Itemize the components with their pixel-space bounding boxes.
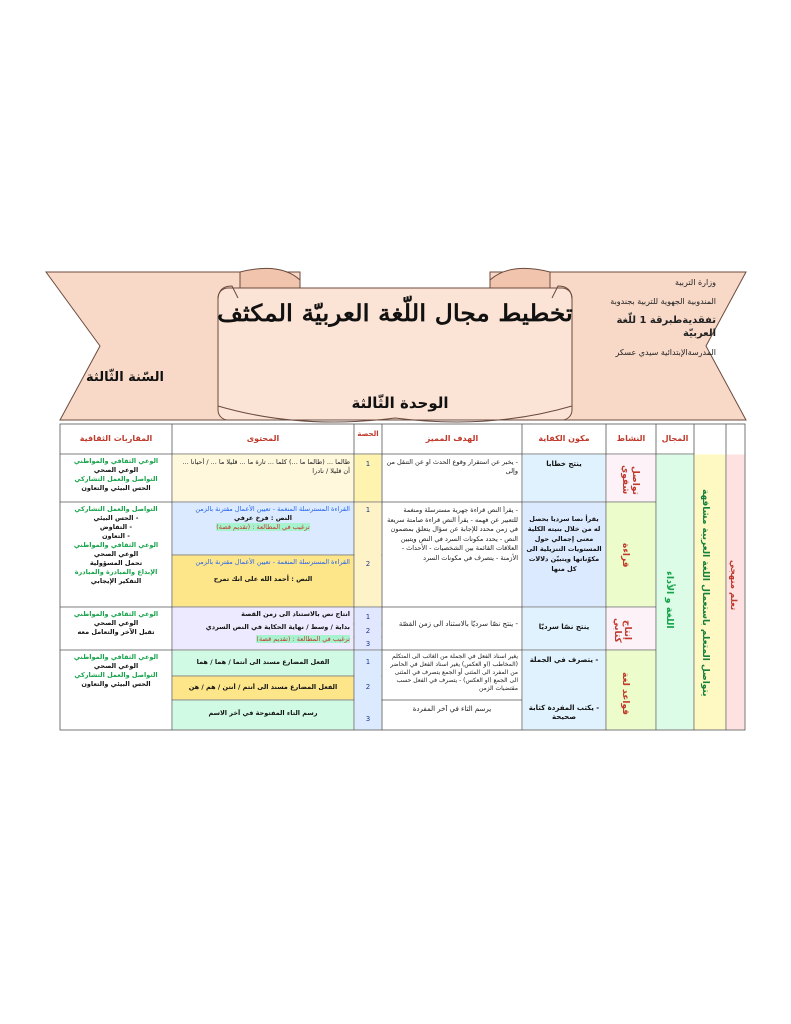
competence-side-label: يتواصل المتعلم باستعمال اللغة العربية مشافهة — [700, 488, 710, 697]
values-grammar: الوعي الثقافي والمواطني الوعي الصحي التواصل والعمل التشاركي الحس البيئي والتعاون — [73, 653, 159, 688]
header-domain: المجال — [661, 434, 689, 443]
unit-title: الوحدة الثّالثة — [351, 394, 449, 412]
content-grammar-2: الفعل المضارع مسند الى أنتم / أنتن / هم / هن — [188, 683, 338, 691]
header-values: المقاربات الثقافية — [79, 434, 153, 443]
header-objectives: الهدف المميز — [425, 434, 479, 443]
competence-oral: ينتج خطابا — [546, 460, 582, 468]
values-oral: الوعي الثقافي والمواطني الوعي الصحي التواصل والعمل التشاركي الحس البيئي والتعاون — [73, 457, 159, 492]
values-writing: الوعي الثقافي والمواطني الوعي الصحي تقبل الآخر والتعامل معه — [73, 610, 159, 636]
session-number: 3 — [365, 640, 371, 648]
objective-writing: - ينتج نصّا سرديّا بالاستناد الى زمن القصّة — [398, 620, 518, 628]
activity-grammar: قواعد لغة — [620, 672, 630, 716]
content-oral: طالما ... (طالما ما ...) كلما ... تارة ما ... قليلا ما ... / أحيانا ... أن قليلا / نادرا — [182, 458, 350, 475]
header-content: المحتوى — [246, 434, 280, 443]
header-activity: النشاط — [616, 434, 646, 443]
directorate-label: المندوبية الجهوية للتربية بجندوبة — [610, 297, 716, 306]
activity-writing: إنتاج كتابي — [612, 617, 632, 643]
competence-writing: ينتج نصّا سرديّا — [538, 623, 590, 631]
session-number: 1 — [365, 506, 371, 514]
content-reading-1: القراءة المسترسلة المنغمة - تعيين الأعمال مقترنة بالزمن النص : فرخ عرفي ترغيب في المطالعة : (تقديم قصة) — [195, 505, 350, 531]
objective-reading: - يقرأ النص قراءة جهرية مسترسلة ومنغمة للتعبير عن فهمه - يقرأ النص قراءة صامتة سريعة في زمن محدد للإجابة عن سؤال يتعلق بمضمون النص - يحدد مكونات السرد في النص ويتبين العلاقات القائمة بين الشخصيات - الأحداث - الأزمنة - يتصرف في مكونات السرد — [387, 506, 518, 562]
session-number: 2 — [365, 560, 371, 568]
inspector-label: تفقديةطبرقة 1 للّغة العربيّة — [616, 315, 716, 339]
objective-oral: - يخبر عن استقرار وقوع الحدث او عن التنقل من وإلى — [386, 458, 518, 475]
content-reading-2: القراءة المسترسلة المنغمة - تعيين الأعمال مقترنة بالزمن النص : أحمد الله على انك تمرح — [195, 558, 350, 583]
session-number: 1 — [365, 460, 371, 468]
ministry-label: وزارة التربية — [675, 278, 716, 287]
objective-grammar: يغير اسناد الفعل في الجملة من الغائب الى المتكلم (المخاطب (او العكس) يغير اسناد الفعل في الحاضر من المفرد الى المثنى أو الجمع يتصرف في المثنى الى الجمع (او العكس) - يتصرف في الفعل حسب مقتضيات الزمن — [390, 653, 518, 692]
final-side-label: تعلم منهجي — [728, 559, 738, 611]
competence-grammar: - يتصرف في الجملة — [529, 656, 599, 664]
session-number: 1 — [365, 658, 371, 666]
header-competence: مكون الكفاية — [538, 434, 590, 443]
objective-spelling: يرسم التاء في آخر المفردة — [412, 705, 492, 713]
session-number: 3 — [365, 715, 371, 723]
content-writing: انتاج نص بالاستناد الى زمن القصة بداية / وسط / نهاية الحكاية في النص السردي ترغيب في المطالعة : (تقديم قصة) — [205, 610, 350, 643]
domain-label: اللغة و الأداء — [664, 571, 675, 629]
content-spelling: رسم التاء المفتوحة في آخر الاسم — [208, 709, 318, 717]
session-number: 1 — [365, 613, 371, 621]
competence-reading: يقرأ نصا سرديا بحصل له من خلال بنيته الكلية معنى إجمالي حول المستويات التنزيلية الى مكوّناتها ويتبيّن دلالات كل منها — [526, 515, 602, 573]
session-number: 2 — [365, 683, 371, 691]
year-title: السّنة الثّالثة — [86, 370, 164, 385]
activity-bg — [606, 502, 655, 606]
activity-bg — [606, 650, 655, 729]
values-reading: التواصل والعمل التشاركي - الحس البيئي - التفاوض - التعاون الوعي الثقافي والمواطني الوعي الصحي تحمل المسؤولية الإبداع والمبادرة والمبادرة التفكير الإيجابي — [73, 505, 159, 585]
content-grammar-1: الفعل المضارع مسند الى أنتما / هما / هما — [196, 658, 330, 666]
main-title: تخطيط مجال اللّغة العربيّة المكثف — [217, 300, 573, 327]
session-number: 2 — [365, 627, 371, 635]
competence-spelling: - يكتب المفردة كتابة صحيحة — [528, 704, 600, 721]
session-bg — [354, 502, 381, 606]
header-sessions: الحصة — [357, 430, 379, 438]
activity-oral: تواصل شفوي — [620, 465, 640, 495]
school-label: المدرسةالإبتدائية سيدي عسكر — [615, 348, 716, 357]
activity-reading: قراءة — [620, 542, 630, 568]
